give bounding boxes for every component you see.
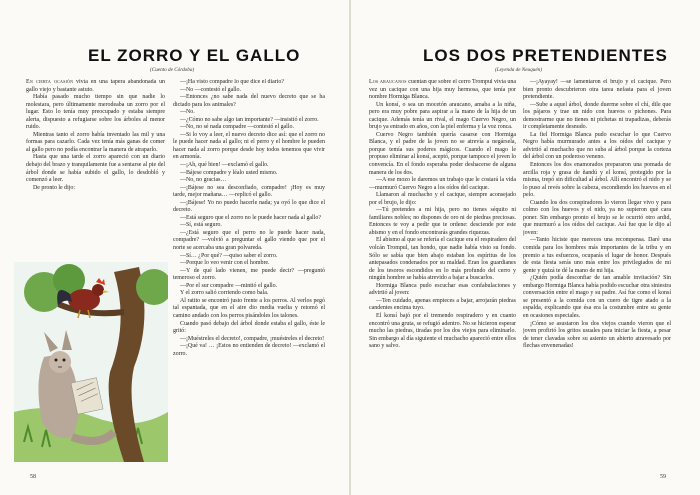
paragraph: —¡Ayayay! —se lamentaron el brujo y el cacique. Pero bien pronto descubrieron otra tarea nefasta para el joven pretendiente. <box>523 79 671 101</box>
paragraph: —Sí, está seguro. <box>180 222 222 229</box>
paragraph <box>369 237 516 282</box>
lead-in-text: En cierta ocasión <box>26 79 74 85</box>
paragraph-text: Llamaron al muchacho y el cacique, siempre aconsejado por el brujo, le dijo: <box>369 192 516 206</box>
story-subtitle-left: (Cuento de Córdoba) <box>150 67 195 73</box>
paragraph: Entonces los dos enamorados prepararon una pomada de arcilla roja y grasa de ñandú y el konsí, protegido por la misma, trepó sin dificultad al árbol. Allí encontró el nido y se lo puso al revés sobre la cabeza, escondiendo los huevos en el pelo. <box>523 162 671 199</box>
paragraph-text: —A ese mozo le daremos un trabajo que le costará la vida —murmuró Cuervo Negro a los oídos del cacique. <box>369 177 516 191</box>
paragraph-text: Hormiga Blanca pudo escuchar esas confabulaciones y advirtió al joven: <box>369 282 516 297</box>
paragraph: —Si lo voy a leer, el nuevo decreto dice así: que el zorro no le puede hacer nada al gallo; ni el perro y el hombre le pueden hacer nada al zorro porque desde hoy todos tenemos que vivir en armonía. <box>173 131 325 161</box>
paragraph <box>26 154 165 184</box>
right-column-1 <box>369 79 516 469</box>
paragraph: —¿Está seguro que el perro no le puede hacer nada, compadre? —volvió a preguntar el gallo viendo que por el norte se acercaba una gran polvareda. <box>173 229 325 252</box>
paragraph: —No, no sé nada compadre —contestó el gallo. <box>180 124 294 131</box>
paragraph: —¡Qué va! … ¡Estos no entienden de decreto! —exclamó el zorro. <box>173 343 325 357</box>
paragraph: —No —contestó el gallo. <box>180 86 242 93</box>
paragraph: —Tanto hiciste que mereces una recompensa. Daré una comida para los hombres más importantes de la tribu y en premio a tus esfuerzos, ocuparás el lugar de honor. Después de esta fiesta serás uno más entre los privilegiados de mi gente y quizá te dé la mano de mi hija. <box>523 237 671 274</box>
book-gutter <box>349 0 351 495</box>
lead-in-text: Los araucanos <box>369 79 407 85</box>
paragraph: —Porque lo veo venir con el hombre. <box>180 260 270 267</box>
paragraph <box>369 79 516 102</box>
paragraph: —Y de qué lado vienen, me puede decir? —preguntó temeroso el zorro. <box>173 267 325 282</box>
paragraph-text: Hasta que una tarde el zorro apareció con un diario debajo del brazo y tranquilamente fue a sentarse al pie del árbol donde se había subido el gallo, lo desdobló y comenzó a leer. <box>26 154 165 184</box>
paragraph-text: vivía en una tapera abandonada un gallo viejo y bastante astuto. <box>26 79 165 93</box>
paragraph: Cuando pasó debajo del árbol donde estaba el gallo, éste le gritó: <box>173 320 325 335</box>
page-number-right: 59 <box>660 474 666 480</box>
story-title-left: EL ZORRO Y EL GALLO <box>88 46 301 65</box>
paragraph-text: Mientras tanto el zorro había inventado las mil y una formas para cazarlo. Cada vez tenía más ganas de comer al gallo pero no podía encontrar la manera de atraparlo. <box>26 131 165 153</box>
paragraph <box>369 313 516 351</box>
rooster-and-fox-illustration <box>14 262 168 462</box>
paragraph <box>369 207 516 237</box>
paragraph-text: cuentan que sobre el cerro Trompul vivía una vez un cacique con una hija muy hermosa, que tenía por nombre Hormiga Blanca. <box>369 79 516 101</box>
paragraph: ¿Quién podía desconfiar de tan amable invitación? Sin embargo Hormiga Blanca había podido escuchar otra siniestra conversación entre el mago y su padre. Así fue como el konsí se presentó a la comida con un cuero de tigre atado a la espalda, explicando que ésa era la costumbre entre su gente en ocasiones especiales. <box>523 275 671 319</box>
paragraph: —¡Bájese no sea desconfiado, compadre! ¡Hoy es muy tarde, mejor mañana… —replicó el gallo. <box>173 184 325 199</box>
left-column-1 <box>26 79 165 259</box>
paragraph: —Entonces ¿no sabe nada del nuevo decreto que se ha dictado para los animales? <box>173 94 325 108</box>
paragraph <box>369 102 516 132</box>
paragraph: —Por el sur compadre —mintió el gallo. <box>180 282 278 289</box>
story-title-right: LOS DOS PRETENDIENTES <box>423 46 668 65</box>
paragraph: —¡Ha visto compadre lo que dice el diario? <box>180 79 285 85</box>
paragraph: —No, no gracias… <box>180 177 227 184</box>
paragraph-text: —Tú pretendes a mi hija, pero no tienes séquito ni familiares nobles; no dispones de oro ni de piedras preciosas. Entonces te voy a pedir que te ordene: desciende por este abismo y en el fondo encontrarás grandes riquezas. <box>369 207 516 236</box>
paragraph <box>26 132 165 155</box>
paragraph <box>26 79 165 94</box>
paragraph: ¡Cómo se asustaron los dos viejos cuando vieron que el joven profirió los gritos usuales para iniciar la fiesta, a pesar de tener clavadas sobre su asiento un abierto atravesado por flechas envenenadas! <box>523 320 671 350</box>
paragraph-text: Cuervo Negro también quería casarse con Hormiga Blanca, y el padre de la joven no se atrevía a negársela, porque temía sus poderes mágicos. Cuando el mago le propuso eliminar al konsí, aceptó, porque tampoco el joven lo convencía. En el fondo esperaba poder deshacerse de alguna manera de los dos. <box>369 131 516 176</box>
paragraph <box>369 298 516 313</box>
paragraph <box>26 185 165 193</box>
paragraph <box>369 192 516 207</box>
paragraph: Al ratito se encontró justo frente a los perros. Al verlos pegó tal espantada, que en el aire dio media vuelta y retomó el camino andado con los perros pisándoles los talones. <box>173 297 325 319</box>
right-column-2 <box>523 79 671 469</box>
paragraph: Cuando los dos conspiradores lo vieron llegar vivo y para colmo con los huevos y el nido, ya no supieron qué cara poner. Sin embargo pronto el brujo se le ocurrió otro ardid, que murmuró a los oídos del cacique. Así fue que le dijo al joven: <box>523 199 671 236</box>
paragraph-text: Había pasado mucho tiempo sin que nadie lo molestara, pero últimamente merodeaba un zorro por el lugar. Esto lo tenía muy preocupado y estaba siempre alerta, dispuesto a refugiarse sobre los árboles al menor ruido. <box>26 94 165 131</box>
paragraph: —¡Bájese! Yo no puedo hacerle nada; ya oyó lo que dice el decreto. <box>173 199 325 214</box>
paragraph: —Está seguro que el zorro no le puede hacer nada al gallo? <box>180 214 321 221</box>
paragraph: —Bájese compadre y léalo usted mismo. <box>180 169 278 176</box>
paragraph-text: De pronto le dijo: <box>33 184 76 191</box>
paragraph: —Sube a aquel árbol, donde duerme sobre el chí, dile que los pájaros y trae un nido con huevos o pichones. Para demostrarme que no tienes ni pichetas ni trapadizas, deberás ir completamente desnudo. <box>523 101 671 131</box>
paragraph: —¡Ah, qué bien! —exclamó el gallo. <box>180 162 269 169</box>
paragraph: —¡Muéstreles el decreto!, compadre, ¡muéstreles el decreto! <box>180 335 325 342</box>
paragraph-text: El abismo al que se refería el cacique era el respiradero del volcán Trompul, tan hondo, que nadie había visto su fondo. Sólo se sabía que bien abajo estaban los espíritus de los antepasados condenados por su maldad. Eran los guardianes de los tesoros escondidos en lo más profundo del cerro y ningún hombre se había atrevido a bajar a buscarlos. <box>369 237 516 282</box>
paragraph-text: Un konsí, o sea un mocetón araucano, amaba a la niña, pero era muy pobre para aspirar a la mano de la hija de un cacique. Además tenía un rival, el mago Cuervo Negro, un brujo ya entrado en años, con la piel enferma y la voz ronca. <box>369 101 516 131</box>
paragraph: Y el zorro salió corriendo como bala. <box>180 290 269 297</box>
paragraph <box>26 94 165 132</box>
left-column-2 <box>173 79 325 464</box>
story-subtitle-right: (Leyenda de Neuquén) <box>495 67 542 73</box>
paragraph: —No. <box>180 109 195 116</box>
paragraph <box>369 177 516 192</box>
paragraph <box>369 132 516 177</box>
paragraph-text: El konsí bajó por el tremendo respiradero y en cuanto encontró una gruta, se refugió adentro. No se hicieron esperar mucho las piedras, tiradas por los dos viejos para eliminarlo. Sin embargo al día siguiente el muchacho apareció entre ellos sano y salvo. <box>369 312 516 350</box>
paragraph <box>369 283 516 298</box>
paragraph: La fiel Hormiga Blanca pudo escuchar lo que Cuervo Negro había murmurado antes a los oídos del cacique y advirtió al muchacho que no suba al árbol porque la corteza del árbol con un poderoso veneno. <box>523 131 671 161</box>
page-number-left: 58 <box>30 474 36 480</box>
paragraph: —¿Cómo no sabe algo tan importante? —insistió el zorro. <box>180 116 319 123</box>
paragraph-text: —Ten cuidado, apenas empieces a bajar, arrojarán piedras candentes encima tuyo. <box>369 297 516 312</box>
paragraph: —Sí… ¿Por qué? —quiso saber el zorro. <box>180 252 278 259</box>
